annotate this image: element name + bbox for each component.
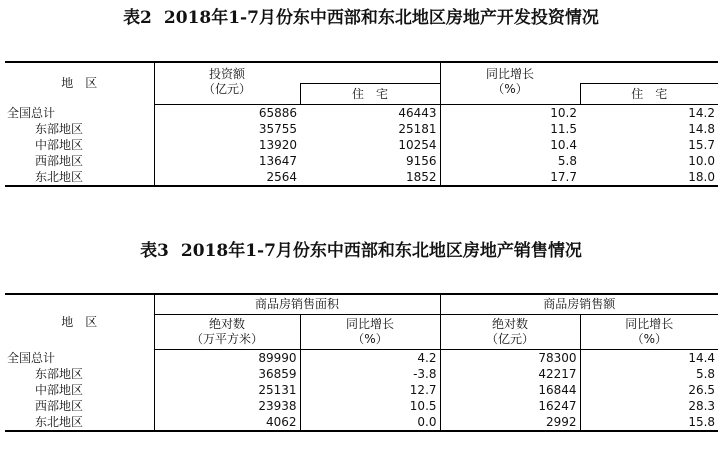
table2-region-cell: 西部地区 xyxy=(35,154,84,168)
table2-region-cell: 全国总计 xyxy=(7,105,56,120)
table2-yoy-housing-cell: 15.7 xyxy=(688,138,715,152)
table3-area-yoy-cell: 12.7 xyxy=(300,382,440,398)
table-row xyxy=(5,137,718,153)
table-row xyxy=(5,366,718,382)
table2-header-yoy-label: 同比增长 xyxy=(485,67,534,81)
table3-region-cell: 全国总计 xyxy=(7,350,56,365)
table2-yoy-housing-cell: 14.2 xyxy=(688,106,715,120)
table2-label: 表2 xyxy=(123,8,152,28)
table3-area-cell: 36859 xyxy=(154,366,300,382)
table2-title-text: 2018年1-7月份东中西部和东北地区房地产开发投资情况 xyxy=(163,8,599,28)
table3-sales-yoy-cell: 5.8 xyxy=(580,366,718,382)
table3-sales-cell: 2992 xyxy=(440,414,580,431)
table3-area-cell: 25131 xyxy=(154,382,300,398)
table-row xyxy=(5,398,718,414)
table2-housing-cell: 10254 xyxy=(398,138,437,152)
table3-header-area: 商品房销售面积 xyxy=(154,294,440,315)
table3-sales-yoy-cell: 26.5 xyxy=(580,382,718,398)
table2-header-yoy-housing: 住 宅 xyxy=(580,84,718,105)
table3-region-cell: 中部地区 xyxy=(35,383,84,397)
table2-investment-cell: 13920 xyxy=(154,137,300,153)
table3-header-sales-unit: （亿元） xyxy=(486,332,535,346)
table2-housing-cell: 9156 xyxy=(405,154,437,168)
table3-header-sales-absolute xyxy=(440,315,580,350)
table3-sales-cell: 42217 xyxy=(440,366,580,382)
table2-region-cell: 中部地区 xyxy=(35,138,84,152)
table2-header-housing: 住 宅 xyxy=(300,84,440,105)
table3-header-area-absolute xyxy=(154,315,300,350)
table2-housing-cell: 1852 xyxy=(405,170,437,184)
table3-header-area-yoy-unit: （%） xyxy=(352,332,388,346)
table2-investment-cell: 35755 xyxy=(154,121,300,137)
table2-header-yoy xyxy=(440,62,580,105)
table3-sales-cell: 16844 xyxy=(440,382,580,398)
table2-yoy-cell: 10.2 xyxy=(440,105,580,122)
table3-area-yoy-cell: 0.0 xyxy=(300,414,440,431)
table2-yoy-housing-cell: 14.8 xyxy=(688,122,715,136)
table3-header-sales-yoy-label: 同比增长 xyxy=(625,317,674,331)
investment-table xyxy=(5,61,718,187)
table3-header-region: 地 区 xyxy=(61,314,98,329)
table2-yoy-cell: 11.5 xyxy=(440,121,580,137)
table3-sales-yoy-cell: 14.4 xyxy=(580,350,718,367)
table2-yoy-cell: 17.7 xyxy=(440,169,580,186)
table3-region-cell: 东部地区 xyxy=(35,367,84,381)
table2-housing-cell: 46443 xyxy=(398,106,437,120)
table2-yoy-housing-cell: 18.0 xyxy=(688,170,715,184)
table2-header-investment-unit: （亿元） xyxy=(202,82,251,96)
table3-area-yoy-cell: 4.2 xyxy=(300,350,440,367)
table-row xyxy=(5,153,718,169)
table2-yoy-housing-cell: 10.0 xyxy=(688,154,715,168)
table2-header-investment-spacer xyxy=(300,62,440,84)
table3-title-text: 2018年1-7月份东中西部和东北地区房地产销售情况 xyxy=(180,241,582,261)
table3-sales-cell: 16247 xyxy=(440,398,580,414)
table-row xyxy=(5,414,718,431)
table3-sales-yoy-cell: 28.3 xyxy=(580,398,718,414)
table-row xyxy=(5,350,718,367)
table3-header-sales-yoy xyxy=(580,315,718,350)
table2-investment-cell: 13647 xyxy=(154,153,300,169)
table2-header-yoy-unit: （%） xyxy=(492,82,528,96)
table2-investment-cell: 65886 xyxy=(154,105,300,122)
table2-header-investment xyxy=(154,62,300,105)
table3-header-area-absolute-label: 绝对数 xyxy=(208,317,245,331)
table2-header-region: 地 区 xyxy=(61,76,98,91)
table-row xyxy=(5,105,718,122)
table3-area-cell: 4062 xyxy=(154,414,300,431)
table3-area-yoy-cell: 10.5 xyxy=(300,398,440,414)
table2-header-investment-label: 投资额 xyxy=(208,67,245,81)
table2-investment-cell: 2564 xyxy=(154,169,300,186)
table3-header-area-yoy-label: 同比增长 xyxy=(346,317,395,331)
table3-area-yoy-cell: -3.8 xyxy=(300,366,440,382)
table2-housing-cell: 25181 xyxy=(398,122,437,136)
table3-region-cell: 东北地区 xyxy=(35,415,84,429)
table3-region-cell: 西部地区 xyxy=(35,399,84,413)
table2-region-cell: 东部地区 xyxy=(35,122,84,136)
table2-yoy-cell: 10.4 xyxy=(440,137,580,153)
table2-region-cell: 东北地区 xyxy=(35,170,84,184)
table3-sales-cell: 78300 xyxy=(440,350,580,367)
table3-sales-yoy-cell: 15.8 xyxy=(580,414,718,431)
table3-header-area-yoy xyxy=(300,315,440,350)
table3-header-sales-absolute-label: 绝对数 xyxy=(492,317,529,331)
sales-table xyxy=(5,293,718,432)
table2-header-yoy-spacer xyxy=(580,62,718,84)
table3-area-cell: 89990 xyxy=(154,350,300,367)
table3-area-cell: 23938 xyxy=(154,398,300,414)
table3-header-area-unit: （万平方米） xyxy=(190,332,263,346)
table2-title xyxy=(0,7,722,29)
table3-label: 表3 xyxy=(140,241,169,261)
table2-yoy-cell: 5.8 xyxy=(440,153,580,169)
table-row xyxy=(5,169,718,186)
table3-header-sales: 商品房销售额 xyxy=(440,294,718,315)
table-row xyxy=(5,121,718,137)
table3-title xyxy=(0,240,722,262)
table3-header-sales-yoy-unit: （%） xyxy=(631,332,667,346)
table-row xyxy=(5,382,718,398)
